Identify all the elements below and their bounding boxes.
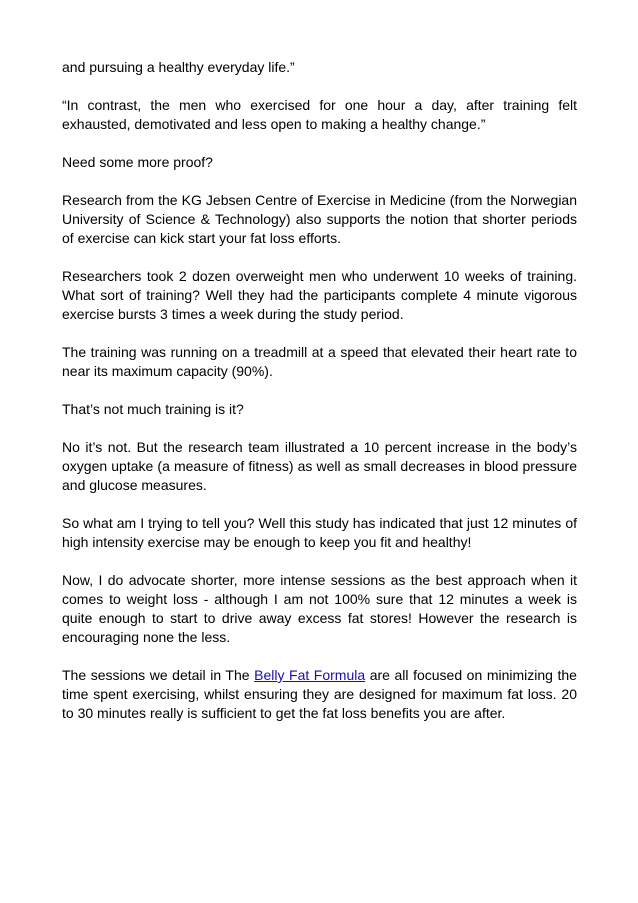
paragraph-2: “In contrast, the men who exercised for one hour a day, after training felt exhausted, demotivated and less open to making a healthy change.”: [62, 97, 577, 132]
paragraph-5: Researchers took 2 dozen overweight men who underwent 10 weeks of training. What sort of training? Well they had the participants complete 4 minute vigorous exercise bursts 3 times a week during the study period.: [62, 268, 577, 322]
paragraph-4: Research from the KG Jebsen Centre of Exercise in Medicine (from the Norwegian University of Science & Technology) also supports the notion that shorter periods of exercise can kick start your fat loss efforts.: [62, 192, 577, 246]
paragraph-1: and pursuing a healthy everyday life.”: [62, 59, 295, 75]
paragraph-10: Now, I do advocate shorter, more intense sessions as the best approach when it comes to weight loss - although I am not 100% sure that 12 minutes a week is quite enough to start to drive away excess fat stores! However the research is encouraging none the less.: [62, 572, 577, 645]
paragraph-11-text-after: are all focused on minimizing the time spent exercising, whilst ensuring they are designed for maximum fat loss. 20 to 30 minutes really is sufficient to get the fat loss benefits you are after.: [62, 667, 577, 721]
paragraph-8: No it’s not. But the research team illustrated a 10 percent increase in the body’s oxygen uptake (a measure of fitness) as well as small decreases in blood pressure and glucose measures.: [62, 439, 577, 493]
paragraph-7: That’s not much training is it?: [62, 401, 244, 417]
paragraph-11-text-before: The sessions we detail in The: [62, 667, 255, 683]
document-page: [62, 58, 577, 742]
paragraph-11: [62, 666, 577, 723]
belly-fat-formula-link[interactable]: Belly Fat Formula: [254, 667, 366, 683]
paragraph-6: The training was running on a treadmill at a speed that elevated their heart rate to near its maximum capacity (90%).: [62, 344, 577, 379]
paragraph-9: So what am I trying to tell you? Well this study has indicated that just 12 minutes of high intensity exercise may be enough to keep you fit and healthy!: [62, 515, 577, 550]
paragraph-3: Need some more proof?: [62, 154, 213, 170]
